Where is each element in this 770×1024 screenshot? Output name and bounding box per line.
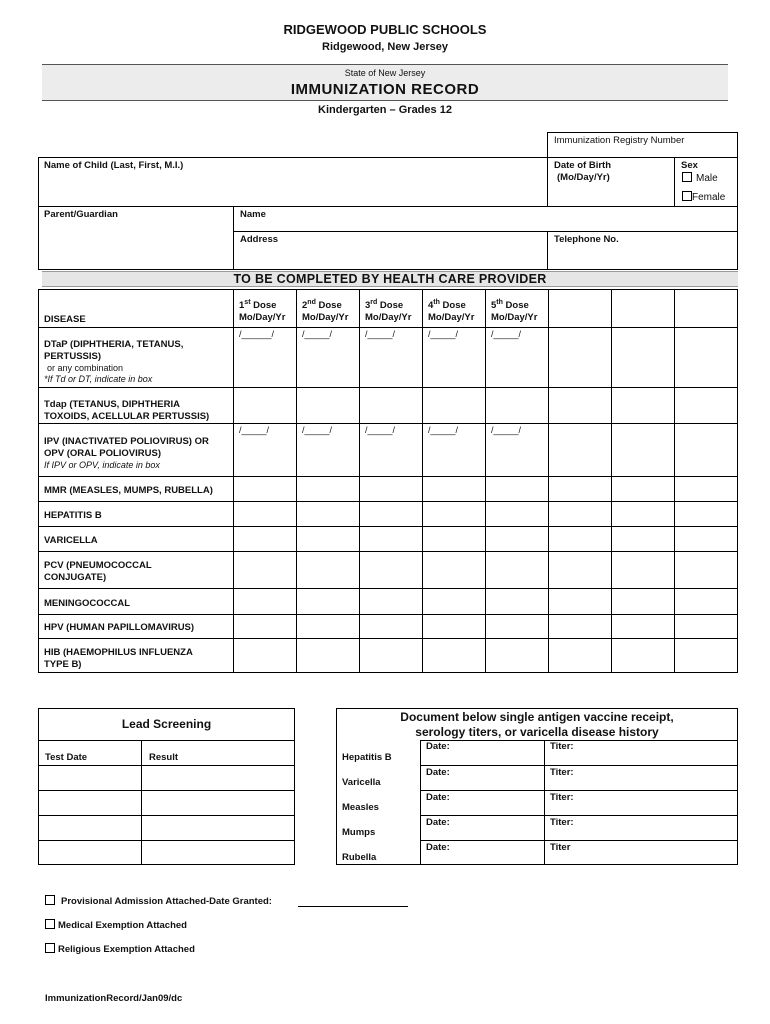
telephone-label: Telephone No.	[554, 234, 619, 245]
antigen-mumps: Mumps	[342, 827, 376, 838]
child-name-label: Name of Child (Last, First, M.I.)	[44, 160, 184, 171]
mumps-titer-label: Titer:	[550, 817, 574, 828]
disease-row-hib: HIB (HAEMOPHILUS INFLUENZA TYPE B)	[44, 647, 193, 670]
address-label: Address	[240, 234, 279, 245]
female-checkbox[interactable]	[682, 191, 692, 201]
ipv-dose-1-date[interactable]: /_____/	[239, 425, 270, 435]
disease-row-pcv: PCV (PNEUMOCOCCAL CONJUGATE)	[44, 560, 152, 583]
dtap-dose-1-date[interactable]: /______/	[239, 329, 275, 339]
provisional-checkbox[interactable]	[45, 895, 55, 905]
male-checkbox[interactable]	[682, 172, 692, 182]
mumps-date-label: Date:	[426, 817, 450, 828]
disease-row-ipv: IPV (INACTIVATED POLIOVIRUS) OR OPV (ORAL POLIOVIRUS) If IPV or OPV, indicate in box	[44, 436, 209, 470]
disease-header: DISEASE	[44, 314, 86, 325]
female-label: Female	[692, 192, 726, 203]
disease-row-tdap: Tdap (TETANUS, DIPHTHERIA TOXOIDS, ACELLULAR PERTUSSIS)	[44, 399, 210, 422]
disease-row-hpv: HPV (HUMAN PAPILLOMAVIRUS)	[44, 622, 195, 633]
female-option[interactable]	[682, 191, 725, 204]
male-label: Male	[696, 173, 718, 184]
hepatitis-b-date-label: Date:	[426, 741, 450, 752]
medical-exemption-checkbox[interactable]	[45, 919, 55, 929]
guardian-name-label: Name	[240, 209, 266, 220]
grades-label: Kindergarten – Grades 12	[318, 104, 452, 116]
dose-1-header: 1st Dose Mo/Day/Yr	[239, 299, 286, 323]
ipv-dose-2-date[interactable]: /_____/	[302, 425, 333, 435]
provider-banner-text: TO BE COMPLETED BY HEALTH CARE PROVIDER	[233, 272, 547, 286]
provisional-admission-option[interactable]	[45, 895, 272, 908]
rubella-date-label: Date:	[426, 842, 450, 853]
lead-screening-title: Lead Screening	[121, 717, 212, 731]
disease-row-meningococcal: MENINGOCOCCAL	[44, 598, 131, 609]
dtap-dose-5-date[interactable]: /_____/	[491, 329, 522, 339]
varicella-titer-label: Titer:	[550, 767, 574, 778]
district-town: Ridgewood, New Jersey	[322, 41, 448, 53]
result-label: Result	[149, 752, 179, 763]
page-title: IMMUNIZATION RECORD	[290, 81, 480, 98]
medical-exemption-option[interactable]	[45, 919, 187, 932]
dob-label: Date of Birth	[554, 160, 611, 171]
dtap-dose-3-date[interactable]: /_____/	[365, 329, 396, 339]
hepatitis-b-titer-label: Titer:	[550, 741, 574, 752]
dtap-dose-2-date[interactable]: /_____/	[302, 329, 333, 339]
dose-5-header: 5th Dose Mo/Day/Yr	[491, 299, 538, 323]
dose-4-header: 4th Dose Mo/Day/Yr	[428, 299, 475, 323]
varicella-date-label: Date:	[426, 767, 450, 778]
antigen-hepatitis-b: Hepatitis B	[342, 752, 392, 763]
disease-row-varicella: VARICELLA	[44, 535, 98, 546]
medical-exemption-label: Medical Exemption Attached	[58, 920, 187, 931]
dose-3-header: 3rd Dose Mo/Day/Yr	[365, 299, 412, 323]
provisional-label: Provisional Admission Attached-Date Granted:	[61, 896, 272, 907]
disease-row-hepatitis-b: HEPATITIS B	[44, 510, 102, 521]
male-option[interactable]	[682, 172, 718, 185]
measles-titer-label: Titer:	[550, 792, 574, 803]
measles-date-label: Date:	[426, 792, 450, 803]
parent-guardian-label: Parent/Guardian	[44, 209, 118, 220]
rubella-titer-label: Titer	[550, 842, 571, 853]
disease-row-dtap: DTaP (DIPHTHERIA, TETANUS, PERTUSSIS) or any combination *If Td or DT, indicate in box	[44, 339, 184, 384]
registry-label: Immunization Registry Number	[554, 135, 685, 146]
disease-row-mmr: MMR (MEASLES, MUMPS, RUBELLA)	[44, 485, 213, 496]
dtap-dose-4-date[interactable]: /_____/	[428, 329, 459, 339]
dob-format-label: (Mo/Day/Yr)	[557, 172, 610, 183]
sex-label: Sex	[681, 160, 698, 171]
state-label: State of New Jersey	[344, 68, 426, 78]
ipv-dose-3-date[interactable]: /_____/	[365, 425, 396, 435]
religious-exemption-label: Religious Exemption Attached	[58, 944, 195, 955]
child-name-field[interactable]	[40, 173, 545, 204]
date-granted-line[interactable]	[298, 906, 408, 907]
religious-exemption-option[interactable]	[45, 943, 195, 956]
antigen-rubella: Rubella	[342, 852, 377, 863]
footer-code: ImmunizationRecord/Jan09/dc	[45, 993, 183, 1004]
test-date-label: Test Date	[45, 752, 88, 763]
single-antigen-title-1: Document below single antigen vaccine receipt,	[400, 710, 674, 724]
religious-exemption-checkbox[interactable]	[45, 943, 55, 953]
antigen-varicella: Varicella	[342, 777, 381, 788]
dose-2-header: 2nd Dose Mo/Day/Yr	[302, 299, 349, 323]
ipv-dose-5-date[interactable]: /_____/	[491, 425, 522, 435]
single-antigen-title-2: serology titers, or varicella disease history	[415, 725, 659, 739]
antigen-measles: Measles	[342, 802, 379, 813]
ipv-dose-4-date[interactable]: /_____/	[428, 425, 459, 435]
district-name: RIDGEWOOD PUBLIC SCHOOLS	[283, 22, 487, 37]
